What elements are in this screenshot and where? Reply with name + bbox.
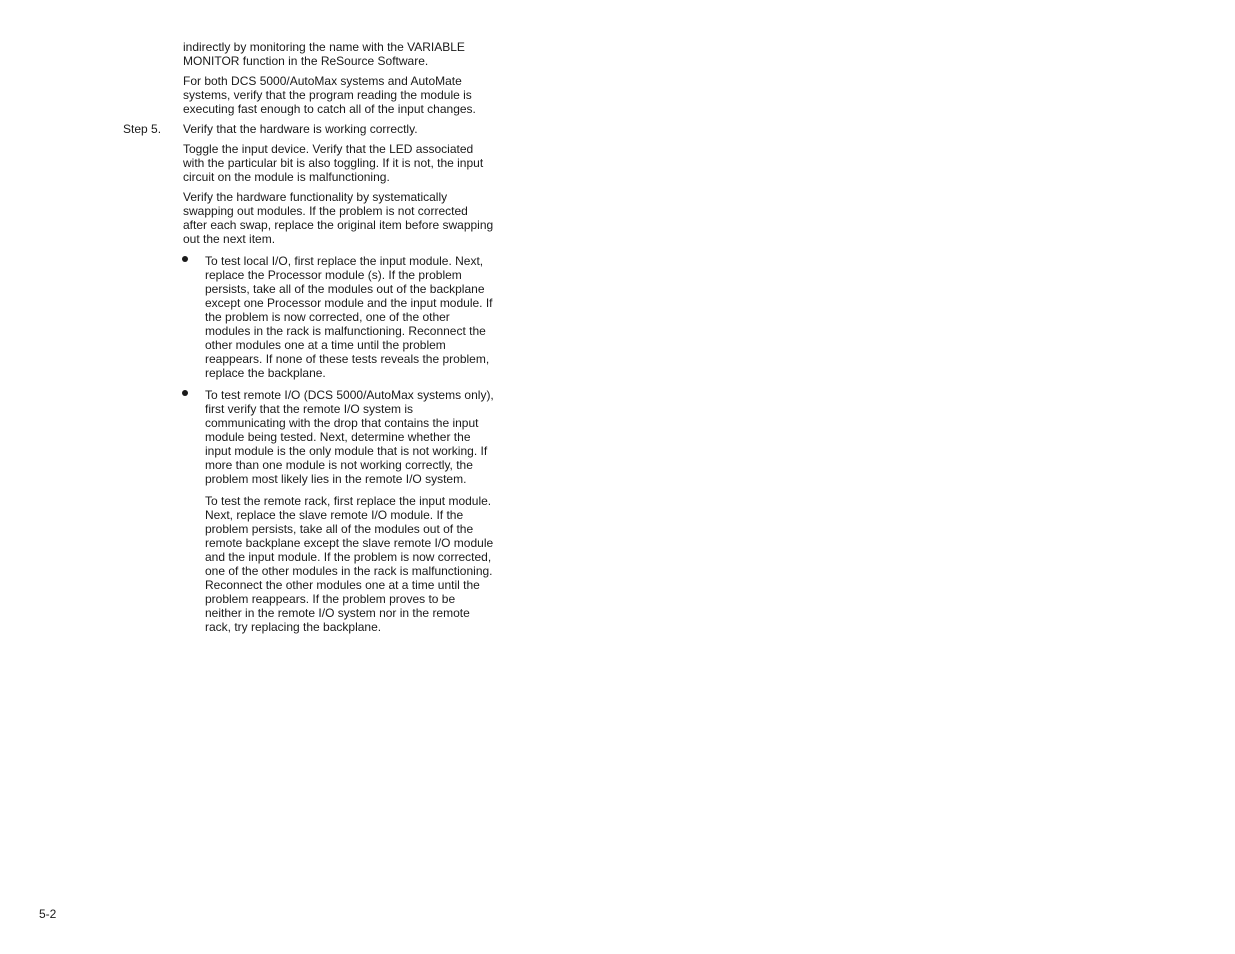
bullet-item-local-io: To test local I/O, first replace the input module. Next, replace the Processor module (s). If the problem persists, take all of the modules out of the backplane except one Processor module and the input module. If the problem is now corrected, one of the other modules in the rack is malfunctioning. Reconnect the other modules one at a time until the problem reappears. If none of these tests reveals the problem, replace the backplane. xyxy=(205,254,493,380)
step-heading: Verify that the hardware is working correctly. xyxy=(183,122,418,136)
intro-paragraph-1: indirectly by monitoring the name with the VARIABLE MONITOR function in the ReSource Software. xyxy=(183,40,465,68)
step-label: Step 5. xyxy=(123,122,162,136)
step-paragraph-2: Verify the hardware functionality by systematically swapping out modules. If the problem is not corrected after each swap, replace the original item before swapping out the next item. xyxy=(183,190,494,246)
bullet-item-remote-rack: To test the remote rack, first replace the input module. Next, replace the slave remote I/O module. If the problem persists, take all of the modules out of the remote backplane except the slave remote I/O module and the input module. If the problem is now corrected, one of the other modules in the rack is malfunctioning. Reconnect the other modules one at a time until the problem reappears. If the problem proves to be neither in the remote I/O system nor in the remote rack, try replacing the backplane. xyxy=(205,494,494,634)
intro-paragraph-2: For both DCS 5000/AutoMax systems and AutoMate systems, verify that the program reading the module is executing fast enough to catch all of the input changes. xyxy=(183,74,476,116)
page-number: 5-2 xyxy=(39,907,57,921)
bullet-icon xyxy=(182,390,188,396)
step-paragraph-1: Toggle the input device. Verify that the LED associated with the particular bit is also toggling. If it is not, the input circuit on the module is malfunctioning. xyxy=(183,142,484,184)
bullet-icon xyxy=(182,256,188,262)
bullet-item-remote-io: To test remote I/O (DCS 5000/AutoMax systems only), first verify that the remote I/O system is communicating with the drop that contains the input module being tested. Next, determine whether the input module is the only module that is not working. If more than one module is not working correctly, the problem most likely lies in the remote I/O system. xyxy=(205,388,494,486)
